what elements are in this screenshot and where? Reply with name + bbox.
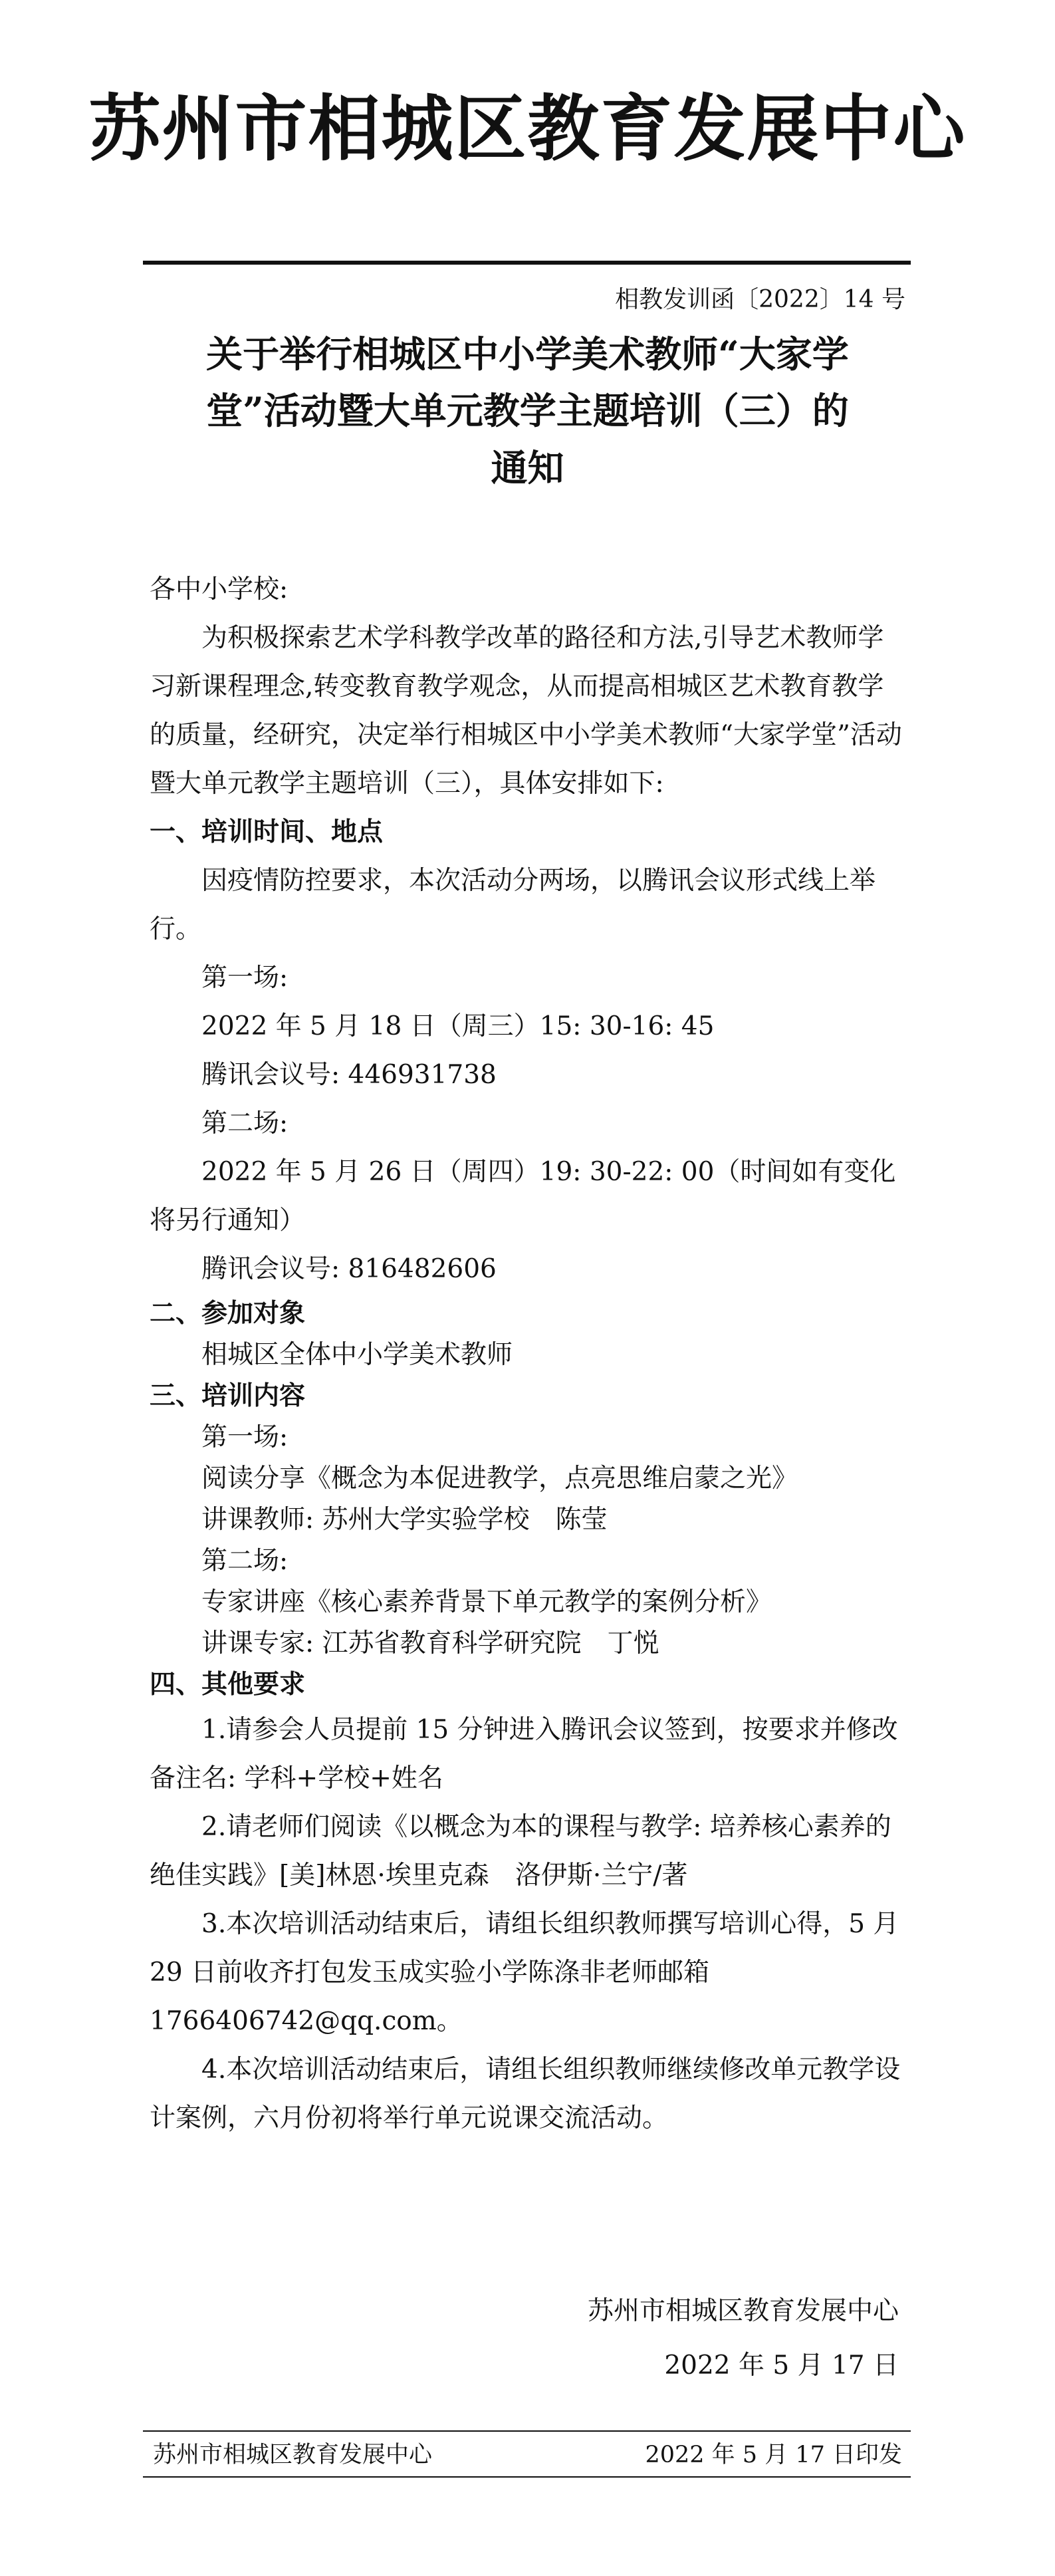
signature-date: 2022 年 5 月 17 日: [664, 2351, 899, 2381]
footer-org: 苏州市相城区教育发展中心: [153, 2442, 433, 2468]
doc-heading-line: 通知: [491, 446, 564, 489]
content-session2-topic: 专家讲座《核心素养背景下单元教学的案例分析》: [201, 1587, 772, 1617]
org-title: 苏州市相城区教育发展中心: [88, 88, 967, 171]
session2-time: 2022 年 5 月 26 日（周四）19: 30-22: 00（时间如有变化将另行通知）: [150, 1157, 896, 1235]
content-session1-topic: 阅读分享《概念为本促进教学，点亮思维启蒙之光》: [201, 1464, 798, 1493]
section-heading-content: 三、培训内容: [150, 1381, 306, 1411]
signature-block: [433, 2284, 899, 2393]
requirement-item: 2.请老师们阅读《以概念为本的课程与教学: 培养核心素养的绝佳实践》[美]林恩·埃里克森 洛伊斯·兰宁/著: [150, 1812, 891, 1890]
content-session2-teacher: 讲课专家: 江苏省教育科学研究院 丁悦: [201, 1628, 659, 1658]
requirement-item: 3.本次培训活动结束后，请组长组织教师撰写培训心得，5 月 29 日前收齐打包发玉成实验小学陈涤非老师邮箱 1766406742@qq.com。: [150, 1909, 899, 2036]
participants-desc: 相城区全体中小学美术教师: [201, 1340, 513, 1370]
session1-meeting-id: 腾讯会议号: 446931738: [201, 1060, 497, 1090]
session1-time: 2022 年 5 月 18 日（周三）15: 30-16: 45: [201, 1011, 715, 1041]
footer-print-date: 2022 年 5 月 17 日印发: [645, 2442, 902, 2468]
section1-desc: 因疫情防控要求，本次活动分两场，以腾讯会议形式线上举行。: [150, 866, 876, 944]
section-heading-requirements: 四、其他要求: [150, 1670, 306, 1700]
footer: [153, 2439, 902, 2471]
intro-paragraph: 为积极探索艺术学科教学改革的路径和方法,引导艺术教师学习新课程理念,转变教育教学观念，从而提高相城区艺术教育教学的质量，经研究，决定举行相城区中小学美术教师“大家学堂”活动暨大单元教学主题培训（三），具体安排如下:: [150, 623, 902, 799]
document-body: [150, 565, 904, 2142]
content-session2-label: 第二场:: [201, 1546, 289, 1576]
salutation: 各中小学校:: [150, 575, 289, 604]
section-heading-participants: 二、参加对象: [150, 1299, 306, 1329]
doc-number: 相教发训函〔2022〕14 号: [615, 286, 905, 313]
doc-heading-line: 堂”活动暨大单元教学主题培训（三）的: [206, 389, 849, 433]
session2-meeting-id: 腾讯会议号: 816482606: [201, 1254, 497, 1284]
requirement-item: 1.请参会人员提前 15 分钟进入腾讯会议签到，按要求并修改备注名: 学科+学校+姓名: [150, 1715, 898, 1793]
content-session1-teacher: 讲课教师: 苏州大学实验学校 陈莹: [201, 1505, 608, 1535]
header-rule: [143, 261, 911, 265]
doc-heading-line: 关于举行相城区中小学美术教师“大家学: [206, 332, 849, 376]
content-session1-label: 第一场:: [201, 1422, 289, 1452]
footer-rule-bottom: [143, 2476, 911, 2478]
section-heading-time-place: 一、培训时间、地点: [150, 817, 384, 847]
compact-sections: [150, 1293, 904, 1706]
session1-label: 第一场:: [201, 963, 289, 993]
session2-label: 第二场:: [201, 1108, 289, 1138]
doc-heading: [153, 326, 902, 496]
requirement-item: 4.本次培训活动结束后，请组长组织教师继续修改单元教学设计案例，六月份初将举行单元说课交流活动。: [150, 2055, 901, 2133]
signature-org: 苏州市相城区教育发展中心: [587, 2296, 899, 2326]
footer-rule-top: [143, 2430, 911, 2432]
